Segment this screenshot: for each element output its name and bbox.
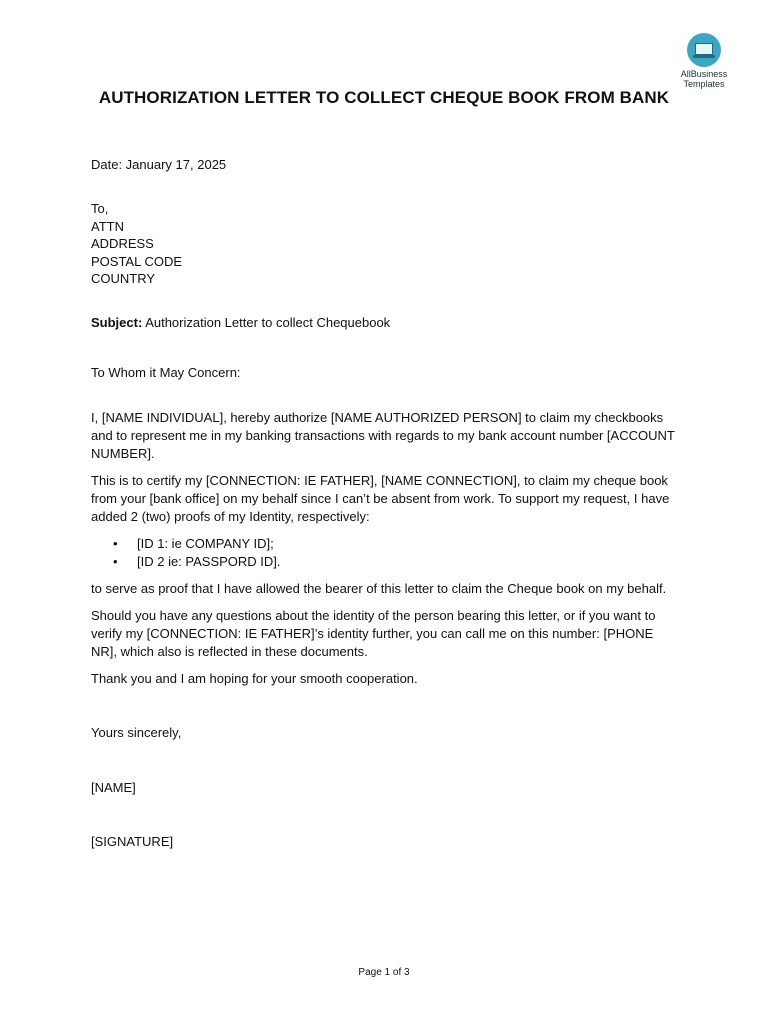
letter-title: AUTHORIZATION LETTER TO COLLECT CHEQUE BOOK FROM BANK: [98, 88, 670, 107]
allbusiness-templates-logo: [672, 33, 736, 89]
body-paragraph: This is to certify my [CONNECTION: IE FATHER], [NAME CONNECTION], to claim my cheque book from your [bank office] on my behalf since I can’t be absent from work. To support my request, I have added 2 (two) proofs of my Identity, respectively:: [91, 473, 670, 524]
list-item: [113, 553, 281, 570]
recipient-address: [91, 200, 681, 288]
logo-line-2: Templates: [683, 79, 725, 89]
subject-text: Authorization Letter to collect Chequebook: [142, 315, 391, 330]
subject-label: Subject:: [91, 315, 143, 330]
list-item-text: [ID 2 ie: PASSPORD ID].: [137, 554, 281, 569]
bullet-icon: •: [113, 554, 118, 569]
greeting: To Whom it May Concern:: [91, 365, 241, 380]
bullet-icon: •: [113, 536, 118, 551]
closing: Yours sincerely,: [91, 725, 182, 740]
body-paragraph: Should you have any questions about the identity of the person bearing this letter, or if you want to verify my [CONNECTION: IE FATHER]’s identity further, you can call me on this number: [PHONE NR], which also is reflected in these documents.: [91, 608, 656, 659]
logo-text: [672, 69, 736, 89]
body-paragraph: Thank you and I am hoping for your smooth cooperation.: [91, 671, 418, 686]
address-line: COUNTRY: [91, 271, 156, 286]
name-placeholder: [NAME]: [91, 780, 136, 795]
signature-placeholder: [SIGNATURE]: [91, 834, 174, 849]
list-item-text: [ID 1: ie COMPANY ID];: [137, 536, 274, 551]
logo-line-1: AllBusiness: [680, 69, 728, 79]
page-number: Page 1 of 3: [358, 967, 410, 978]
body-paragraph: I, [NAME INDIVIDUAL], hereby authorize [NAME AUTHORIZED PERSON] to claim my checkbooks and to represent me in my banking transactions with regards to my bank account number [ACCOUNT NUMBER].: [91, 410, 675, 461]
address-line: ATTN: [91, 218, 124, 234]
date-line: Date: January 17, 2025: [91, 157, 227, 172]
list-item: [113, 535, 274, 552]
body-paragraph: to serve as proof that I have allowed the bearer of this letter to claim the Cheque book on my behalf.: [91, 581, 667, 596]
laptop-icon: [687, 33, 721, 67]
address-line: ADDRESS: [91, 236, 154, 251]
address-line: To,: [91, 201, 109, 216]
address-line: POSTAL CODE: [91, 253, 183, 269]
subject-line: [91, 314, 681, 332]
